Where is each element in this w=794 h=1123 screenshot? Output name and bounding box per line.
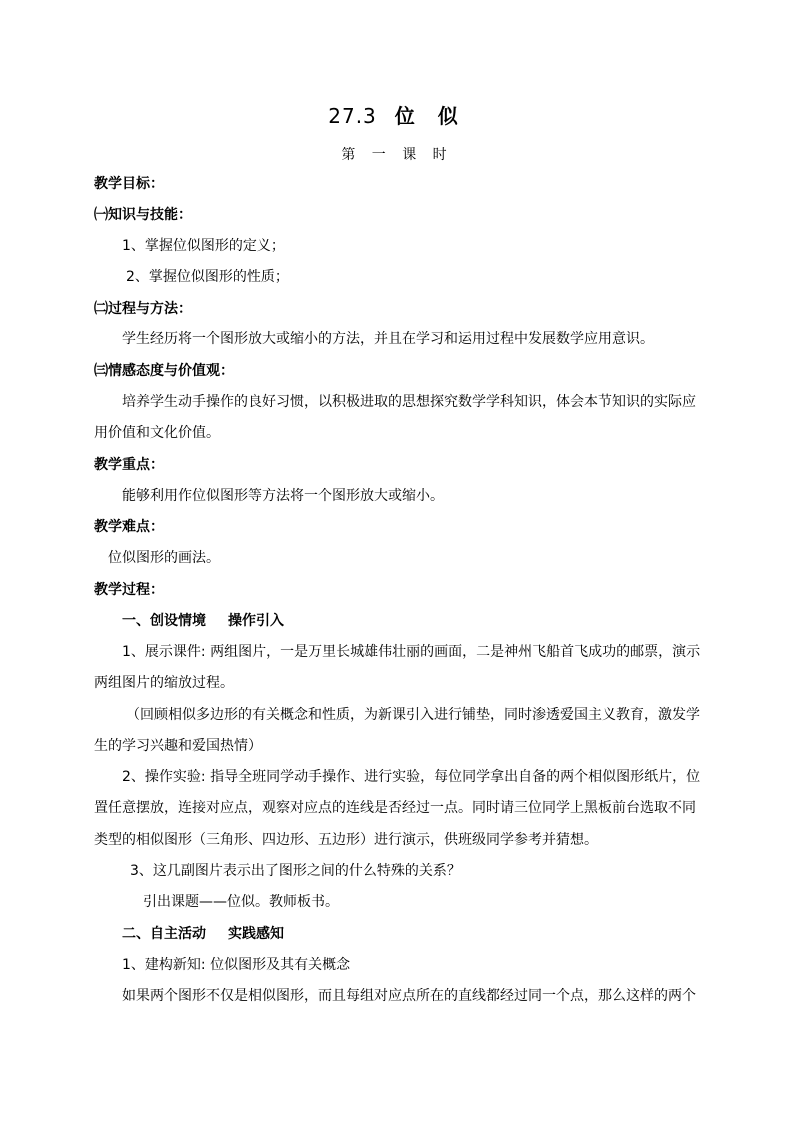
definition-text-line-1: 如果两个图形不仅是相似图形，而且每组对应点所在的直线都经过同一个点，那么这样的两个 [122,988,696,1004]
step-2-line-2: 置任意摆放，连接对应点，观察对应点的连线是否经过一点。同时请三位同学上黑板前台选取不同 [94,800,696,816]
introduce-topic-text: 引出课题——位似。教师板书。 [143,894,339,910]
lesson-period: 第 一 课 时 [341,147,453,163]
heading-difficult-points: 教学难点： [94,519,164,535]
section-1-part-b: 操作引入 [228,613,284,629]
step-1-line-1: 1、展示课件: 两组图片，一是万里长城雄伟壮丽的画面，二是神州飞船首飞成功的邮票，演示 [122,644,701,660]
attitude-text-line-2: 用价值和文化价值。 [94,425,220,441]
heading-teaching-process: 教学过程： [94,582,164,598]
step-2-line-1: 2、操作实验: 指导全班同学动手操作、进行实验，每位同学拿出自备的两个相似图形纸片，位 [122,769,701,785]
heading-knowledge-skills: ㈠知识与技能： [94,207,192,223]
key-points-text: 能够利用作位似图形等方法将一个图形放大或缩小。 [122,488,444,504]
difficult-points-text: 位似图形的画法。 [108,550,220,566]
step-2-line-3: 类型的相似图形（三角形、四边形、五边形）进行演示，供班级同学参考并猜想。 [94,832,598,848]
heading-teaching-goals: 教学目标： [94,176,164,192]
process-methods-text: 学生经历将一个图形放大或缩小的方法，并且在学习和运用过程中发展数学应用意识。 [122,331,654,347]
heading-process-methods: ㈡过程与方法： [94,301,192,317]
section-heading-1 [122,611,284,631]
section-heading-2 [122,924,284,944]
page-title [0,103,794,129]
section-1-part-a: 一、创设情境 [122,613,206,629]
section-2-part-b: 实践感知 [228,926,284,942]
note-line-1: （回顾相似多边形的有关概念和性质，为新课引入进行铺垫，同时渗透爱国主义教育，激发学 [126,707,700,723]
note-line-2: 生的学习兴趣和爱国热情） [94,738,262,754]
section-2-part-a: 二、自主活动 [122,926,206,942]
goal-item-1: 1、掌握位似图形的定义； [122,238,285,254]
heading-attitude-values: ㈢情感态度与价值观： [94,363,234,379]
title-text: 位 似 [394,104,466,128]
title-number: 27.3 [328,104,377,128]
heading-key-points: 教学重点： [94,457,164,473]
step-3-text: 3、这几副图片表示出了图形之间的什么特殊的关系？ [130,863,461,879]
goal-item-2: 2、掌握位似图形的性质； [126,269,289,285]
construct-knowledge-text: 1、建构新知: 位似图形及其有关概念 [122,957,351,973]
step-1-line-2: 两组图片的缩放过程。 [94,675,234,691]
attitude-text-line-1: 培养学生动手操作的良好习惯，以积极进取的思想探究数学学科知识，体会本节知识的实际应 [122,394,696,410]
